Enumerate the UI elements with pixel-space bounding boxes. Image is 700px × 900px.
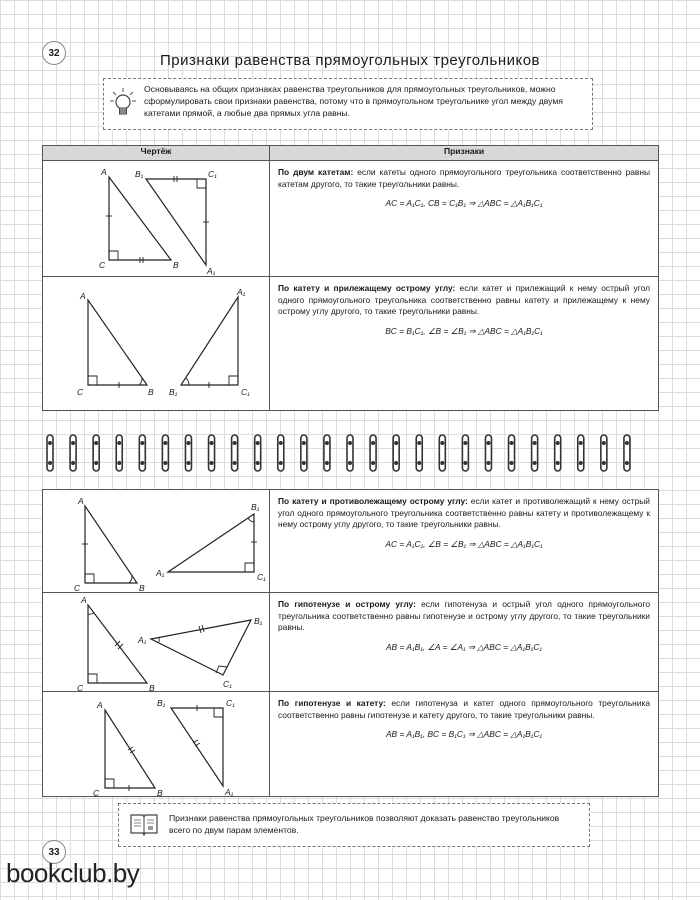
label-A: A xyxy=(80,291,86,301)
spiral-ring xyxy=(116,435,122,471)
label-B1: B₁ xyxy=(157,698,166,708)
label-C: C xyxy=(74,583,81,592)
spiral-ring xyxy=(324,435,330,471)
label-B1: B₁ xyxy=(254,616,263,626)
table-row xyxy=(43,277,659,411)
spiral-ring xyxy=(70,435,76,471)
spiral-ring xyxy=(278,435,284,471)
spiral-binding xyxy=(42,433,642,473)
spiral-ring xyxy=(578,435,584,471)
label-B: B xyxy=(139,583,145,592)
spiral-ring xyxy=(209,435,215,471)
label-C1: C₁ xyxy=(226,698,235,708)
spiral-ring xyxy=(555,435,561,471)
rule-cell xyxy=(270,161,659,277)
note-text: Признаки равенства прямоугольных треугольников позволяют доказать равенство треугольников всего по двум парам элементов. xyxy=(169,813,560,835)
spiral-ring xyxy=(416,435,422,471)
page-title: Признаки равенства прямоугольных треугольников xyxy=(159,52,541,69)
label-B1: B₁ xyxy=(169,387,178,397)
label-A1: A₁ xyxy=(207,266,216,276)
header-signs: Признаки xyxy=(270,146,659,161)
table-row xyxy=(43,692,659,797)
header-drawing: Чертёж xyxy=(43,146,270,161)
spiral-ring xyxy=(162,435,168,471)
rule-cell xyxy=(270,593,659,692)
spiral-ring xyxy=(624,435,630,471)
label-B1: B₁ xyxy=(135,169,144,179)
rule-cell xyxy=(270,692,659,797)
table-bottom xyxy=(42,489,659,797)
table-row xyxy=(43,490,659,593)
spiral-ring xyxy=(393,435,399,471)
label-C1: C₁ xyxy=(241,387,250,397)
rule-text: если гипотенуза и катет одного прямоугольного треугольника соответственно равны гипотенузе и катету другого, то такие треугольники равны. xyxy=(278,698,650,720)
label-B: B xyxy=(157,788,163,796)
rule-text: если катет и противолежащий к нему острый угол одного прямоугольного треугольника соответственно равны катету и противолежащему к нему острому углу другого, то такие треугольники равны. xyxy=(278,496,650,530)
spiral-ring xyxy=(370,435,376,471)
drawing-leg-adjacent-angle xyxy=(43,277,270,411)
drawing-leg-opposite-angle xyxy=(43,490,270,593)
rule-heading: По двум катетам: xyxy=(278,167,354,177)
spiral-ring xyxy=(255,435,261,471)
rule-heading: По катету и прилежащему острому углу: xyxy=(278,283,456,293)
spiral-ring xyxy=(232,435,238,471)
rule-text: если катет и прилежащий к нему острый угол одного прямоугольного треугольника соответственно равны катету и прилежащему к нему острому углу другого, то такие треугольники равны. xyxy=(278,283,650,317)
label-A1: A₁ xyxy=(225,787,234,796)
page-number-bottom: 33 xyxy=(42,840,66,864)
label-A: A xyxy=(97,700,103,710)
spiral-ring xyxy=(509,435,515,471)
spiral-ring xyxy=(301,435,307,471)
rule-cell xyxy=(270,277,659,411)
intro-text: Основываясь на общих признаках равенства треугольников для прямоугольных треугольников, можно сформулировать свои признаки равенства, потому что в прямоугольном треугольнике угол между двумя катетами прямой, а любые два прямых угла равны. xyxy=(144,84,563,118)
spiral-ring xyxy=(347,435,353,471)
label-C: C xyxy=(99,260,106,270)
rule-formula: BC = B₁C₁, ∠B = ∠B₁ ⇒ △ABC = △A₁B₁C₁ xyxy=(385,325,543,336)
label-B: B xyxy=(149,683,155,691)
label-B1: B₁ xyxy=(251,502,260,512)
drawing-two-legs xyxy=(43,161,270,277)
page-number-top: 32 xyxy=(42,41,66,65)
rule-cell xyxy=(270,490,659,593)
book-icon xyxy=(129,811,159,840)
spiral-ring xyxy=(185,435,191,471)
spiral-ring xyxy=(139,435,145,471)
spiral-ring xyxy=(47,435,53,471)
label-C1: C₁ xyxy=(257,572,266,582)
spiral-ring xyxy=(532,435,538,471)
spiral-ring xyxy=(485,435,491,471)
lightbulb-icon xyxy=(110,87,136,124)
label-A1: A₁ xyxy=(237,287,246,297)
label-A: A xyxy=(101,167,107,177)
spiral-ring xyxy=(462,435,468,471)
intro-box xyxy=(103,78,593,130)
table-top xyxy=(42,145,659,411)
label-C: C xyxy=(77,387,84,397)
rule-formula: AC = A₁C₁, ∠B = ∠B₁ ⇒ △ABC = △A₁B₁C₁ xyxy=(385,538,543,549)
watermark: bookclub.by xyxy=(6,858,140,888)
label-B: B xyxy=(173,260,179,270)
label-C: C xyxy=(93,788,100,796)
spiral-ring xyxy=(439,435,445,471)
rule-formula: AC = A₁C₁, CB = C₁B₁ ⇒ △ABC = △A₁B₁C₁ xyxy=(385,198,543,209)
label-A1: A₁ xyxy=(138,635,147,645)
label-B: B xyxy=(148,387,154,397)
spiral-ring xyxy=(601,435,607,471)
spiral-ring xyxy=(93,435,99,471)
label-A1: A₁ xyxy=(156,568,165,578)
rule-text: если гипотенуза и острый угол одного прямоугольного треугольника соответственно равны гипотенузе и острому углу другого, то такие треугольники равны. xyxy=(278,599,650,633)
table-row xyxy=(43,161,659,277)
label-A: A xyxy=(78,496,84,506)
note-box xyxy=(118,803,590,847)
label-C1: C₁ xyxy=(208,169,217,179)
label-A: A xyxy=(81,595,87,605)
rule-heading: По гипотенузе и острому углу: xyxy=(278,599,416,609)
rule-formula: AB = A₁B₁, BC = B₁C₁ ⇒ △ABC = △A₁B₁C₁ xyxy=(385,729,543,740)
label-C: C xyxy=(77,683,84,691)
table-row xyxy=(43,593,659,692)
rule-heading: По катету и противолежащему острому углу: xyxy=(278,496,468,506)
drawing-hypotenuse-leg xyxy=(43,692,270,797)
rule-heading: По гипотенузе и катету: xyxy=(278,698,386,708)
rule-text: если катеты одного прямоугольного треугольника соответственно равны катетам другого, то такие треугольники равны. xyxy=(278,167,650,189)
label-C1: C₁ xyxy=(223,679,232,689)
drawing-hypotenuse-angle xyxy=(43,593,270,692)
rule-formula: AB = A₁B₁, ∠A = ∠A₁ ⇒ △ABC = △A₁B₁C₁ xyxy=(385,641,543,652)
